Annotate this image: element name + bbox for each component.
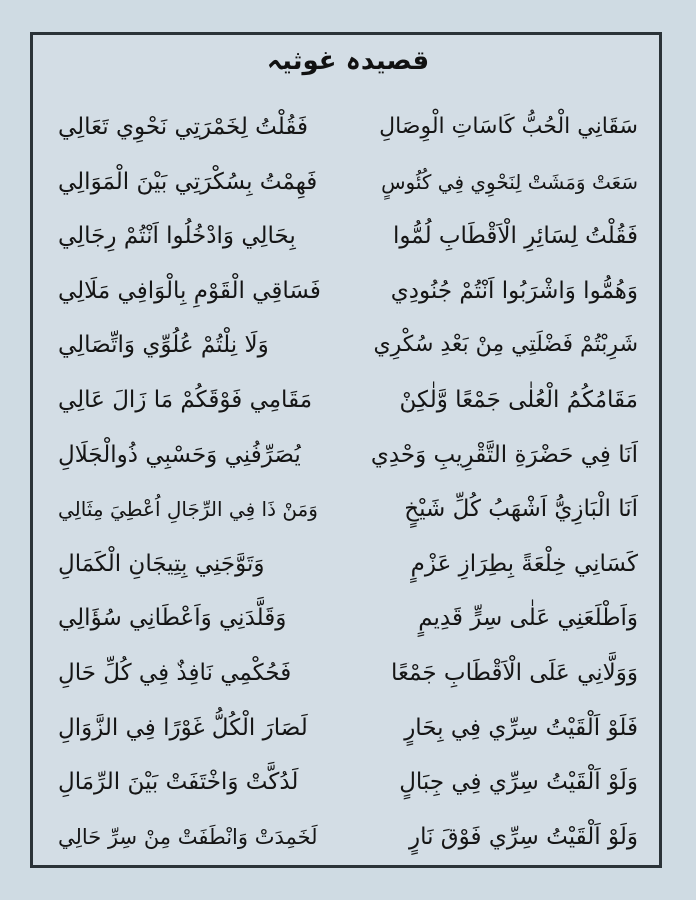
verse-row [58,482,638,537]
verse-row [58,428,638,483]
verse-first-hemistich: اَنَا الْبَازِيُّ اَشْهَبُ كُلِّ شَيْخٍ [404,496,638,523]
verse-second-hemistich: فَسَاقِي الْقَوْمِ بِالْوَافِي مَلَالِي [58,277,321,304]
verse-first-hemistich: وَهُمُّوا وَاشْرَبُوا اَنْتُمْ جُنُودِي [390,277,638,304]
verse-row [58,373,638,428]
verse-second-hemistich: وَلَا نِلْتُمْ عُلُوِّي وَاتِّصَالِي [58,332,269,359]
verse-row [58,646,638,701]
verse-row [58,318,638,373]
verse-second-hemistich: لَخَمِدَتْ وَانْطَفَتْ مِنْ سِرِّ حَالِي [58,824,318,849]
verse-list [58,100,638,864]
verse-first-hemistich: شَرِبْتُمْ فَضْلَتِي مِنْ بَعْدِ سُكْرِي [373,332,638,358]
verse-row [58,755,638,810]
verse-second-hemistich: فَهِمْتُ بِسُكْرَتِي بَيْنَ الْمَوَالِي [58,168,318,195]
verse-first-hemistich: سَعَتْ وَمَشَتْ لِنَحْوِي فِي كُئُوسٍ [381,169,638,194]
verse-first-hemistich: وَلَوْ اَلْقَيْتُ سِرِّي فَوْقَ نَارٍ [408,823,638,850]
verse-row [58,155,638,210]
verse-row [58,591,638,646]
verse-second-hemistich: مَقَامِي فَوْقَكُمْ مَا زَالَ عَالِي [58,386,313,413]
verse-first-hemistich: وَوَلَّانِي عَلَى الْاَقْطَابِ جَمْعًا [391,659,638,686]
verse-second-hemistich: لَدُكَّتْ وَاخْتَفَتْ بَيْنَ الرِّمَالِ [58,769,299,796]
verse-first-hemistich: وَاَطْلَعَنِي عَلٰى سِرٍّ قَدِيمٍ [418,605,638,632]
verse-second-hemistich: لَصَارَ الْكُلُّ غَوْرًا فِي الزَّوَالِ [58,714,308,741]
verse-first-hemistich: وَلَوْ اَلْقَيْتُ سِرِّي فِي جِبَالٍ [399,769,638,796]
verse-second-hemistich: وَتَوَّجَنِي بِتِيجَانِ الْكَمَالِ [58,550,265,577]
verse-second-hemistich: وَقَلَّدَنِي وَاَعْطَانِي سُؤَالِي [58,605,287,632]
verse-row [58,100,638,155]
poem-title: قصیدہ غوثیہ [266,46,430,76]
verse-first-hemistich: اَنَا فِي حَضْرَةِ التَّقْرِيبِ وَحْدِي [370,441,638,468]
verse-row [58,701,638,756]
verse-first-hemistich: فَقُلْتُ لِسَائِرِ الْاَقْطَابِ لُمُّوا [393,223,638,250]
verse-row [58,209,638,264]
verse-first-hemistich: فَلَوْ اَلْقَيْتُ سِرِّي فِي بِحَارٍ [404,714,638,741]
verse-first-hemistich: سَقَانِي الْحُبُّ كَاسَاتِ الْوِصَالِ [379,114,638,139]
verse-second-hemistich: يُصَرِّفُنِي وَحَسْبِي ذُوالْجَلَالِ [58,441,301,468]
verse-row [58,537,638,592]
verse-first-hemistich: كَسَانِي خِلْعَةً بِطِرَازِ عَزْمٍ [410,550,638,577]
verse-row [58,264,638,319]
verse-second-hemistich: فَحُكْمِي نَافِذٌ فِي كُلِّ حَالِ [58,659,292,686]
verse-second-hemistich: وَمَنْ ذَا فِي الرِّجَالِ اُعْطِيَ مِثَالِي [58,497,318,522]
verse-row [58,810,638,865]
verse-second-hemistich: بِحَالِي وَادْخُلُوا اَنْتُمْ رِجَالِي [58,223,296,250]
verse-first-hemistich: مَقَامُكُمُ الْعُلٰى جَمْعًا وَّلٰكِنْ [399,386,638,413]
verse-second-hemistich: فَقُلْتُ لِخَمْرَتِي نَحْوِي تَعَالِي [58,114,308,140]
